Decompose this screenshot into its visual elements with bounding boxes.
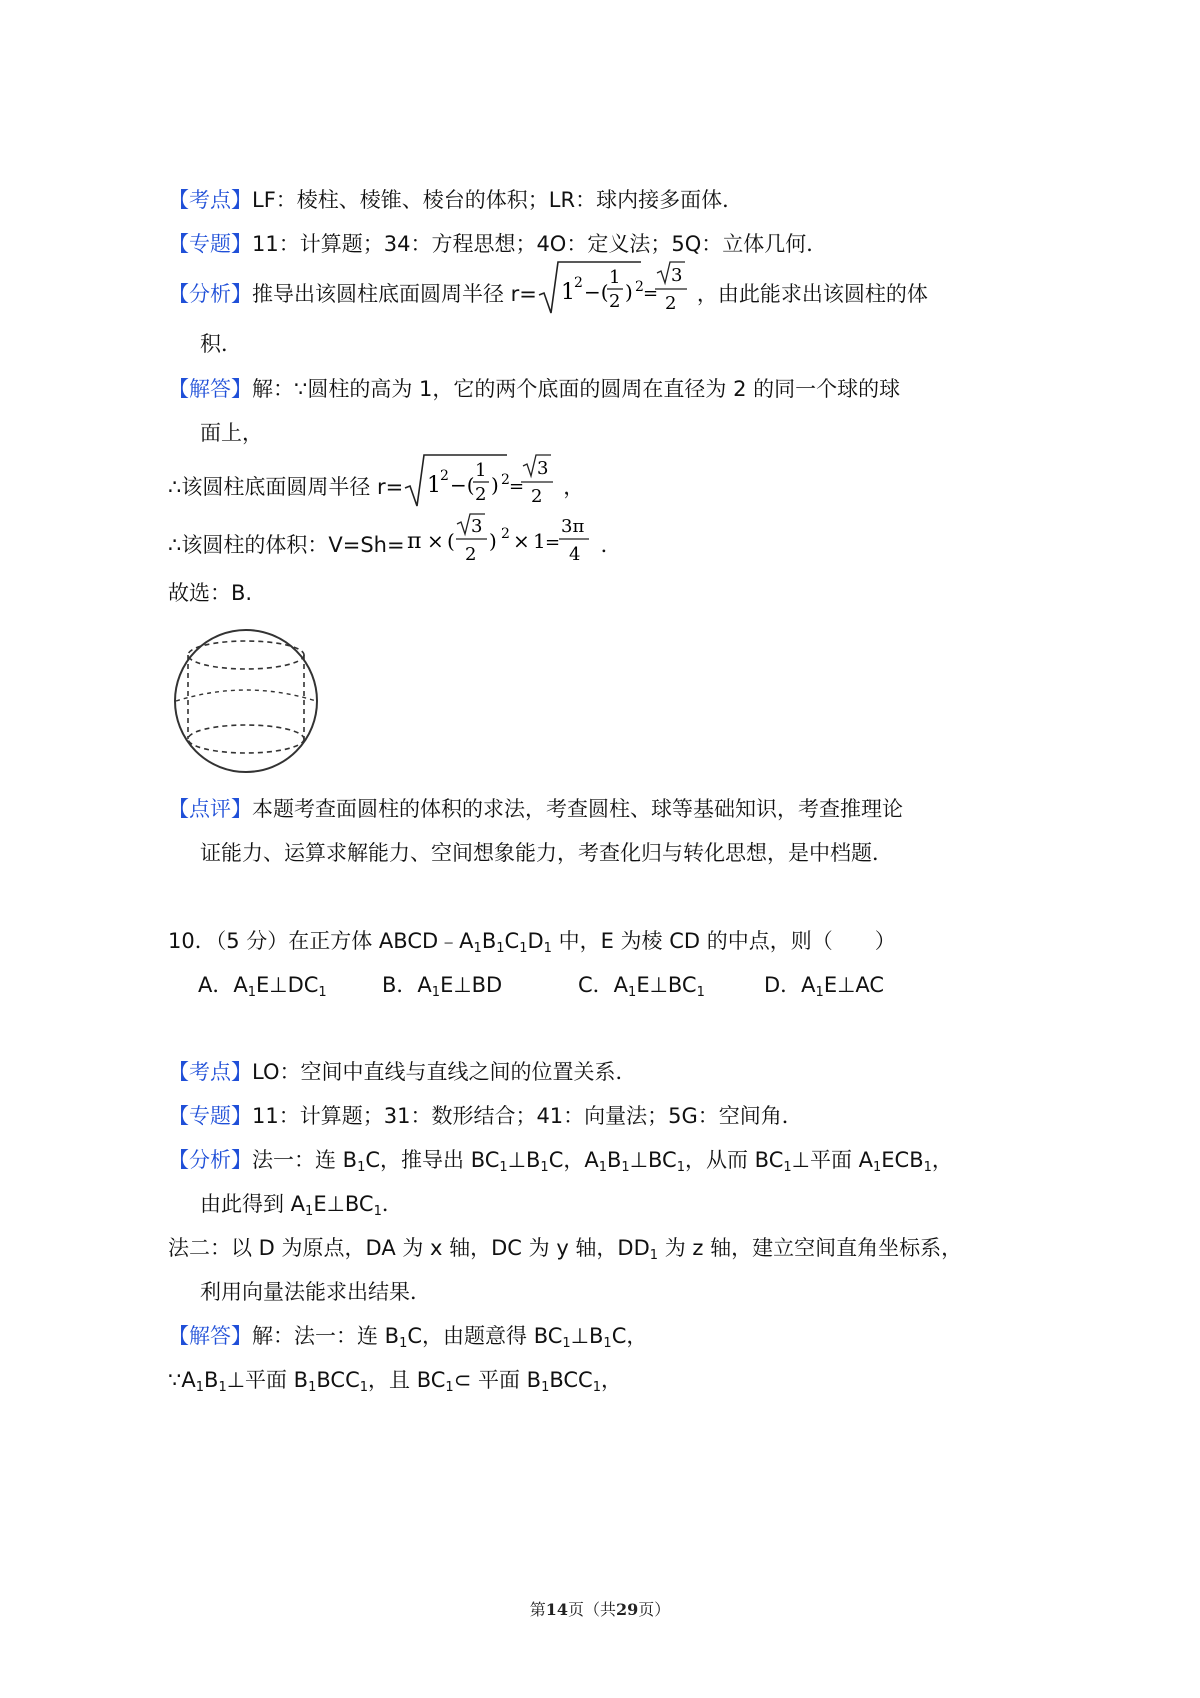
option-d[interactable] — [764, 970, 884, 1000]
fenxi-part: 由此得到 A — [200, 1192, 306, 1216]
stem-part: 中，E 为棱 CD 的中点，则（ ） — [551, 929, 896, 953]
jieda-line — [168, 374, 900, 404]
svg-text:): ) — [624, 280, 633, 304]
dianping-tag: 【点评】 — [168, 797, 252, 821]
p10-fa2-line — [168, 1233, 962, 1263]
svg-text:2: 2 — [634, 279, 644, 295]
fenxi-cont: 积． — [200, 332, 242, 356]
option-text: A．A — [198, 973, 248, 997]
fenxi-text-after: ，由此能求出该圆柱的体 — [696, 282, 928, 306]
svg-text:2: 2 — [464, 544, 477, 565]
svg-text:2: 2 — [664, 293, 677, 314]
subscript: 1 — [305, 1204, 314, 1219]
p10-zhuanti-line — [168, 1101, 803, 1131]
svg-text:2: 2 — [440, 468, 450, 484]
p10-last-line — [168, 1365, 622, 1395]
subscript: 1 — [318, 985, 327, 1000]
p10-fenxi-line — [168, 1145, 953, 1175]
fenxi-text: 推导出该圆柱底面圆周半径 r= — [252, 282, 537, 306]
svg-text:1: 1 — [475, 460, 487, 481]
subscript: 1 — [399, 1336, 408, 1351]
svg-text:4: 4 — [568, 544, 581, 565]
svg-text:3π: 3π — [560, 516, 584, 537]
subscript: 1 — [445, 1380, 454, 1395]
svg-text:2: 2 — [475, 484, 487, 505]
subscript: 1 — [543, 941, 552, 956]
fenxi-part: ⊥BC — [629, 1148, 677, 1172]
subscript: 1 — [621, 1160, 630, 1175]
zhuanti-text: 11：计算题；31：数形结合；41：向量法；5G：空间角． — [252, 1104, 803, 1128]
volume-formula — [405, 516, 601, 568]
svg-text:−(: −( — [450, 473, 475, 497]
fenxi-tag: 【分析】 — [168, 282, 252, 306]
subscript: 1 — [923, 1160, 932, 1175]
subscript: 1 — [496, 941, 505, 956]
fenxi-part: B — [607, 1148, 622, 1172]
fenxi-part: C，A — [548, 1148, 599, 1172]
option-text: D．A — [764, 973, 816, 997]
fenxi-part: E⊥BC — [313, 1192, 374, 1216]
subscript: 1 — [783, 1160, 792, 1175]
fenxi-line — [168, 265, 928, 317]
jieda-part: 解：法一：连 B — [252, 1324, 400, 1348]
svg-text:3: 3 — [670, 265, 683, 286]
p10-fenxi-cont — [200, 1189, 403, 1219]
p10-kaodian-line — [168, 1057, 636, 1087]
fenxi-tag: 【分析】 — [168, 1148, 252, 1172]
svg-text:2: 2 — [501, 472, 511, 488]
dianping-cont: 证能力、运算求解能力、空间想象能力，考查化归与转化思想，是中档题． — [200, 841, 893, 865]
option-text: C．A — [578, 973, 629, 997]
stem-part: B — [481, 929, 497, 953]
step2-text: ∴该圆柱的体积：V=Sh= — [168, 533, 405, 557]
option-text: E⊥BC — [636, 973, 697, 997]
jieda-part: C， — [611, 1324, 648, 1348]
subscript: 1 — [218, 1380, 227, 1395]
page-number: 14 — [545, 1600, 568, 1619]
subscript: 1 — [603, 1336, 612, 1351]
svg-text:2: 2 — [608, 291, 621, 312]
choice-line: 故选：B. — [168, 581, 253, 605]
subscript: 1 — [195, 1380, 205, 1395]
svg-text:): ) — [491, 473, 500, 497]
sphere-cylinder-figure — [170, 627, 322, 779]
step2-after: ． — [600, 533, 622, 557]
zhuanti-tag: 【专题】 — [168, 1104, 252, 1128]
svg-text:1: 1 — [427, 473, 442, 498]
fenxi-part: ， — [931, 1148, 953, 1172]
zhuanti-text: 11：计算题；34：方程思想；4O：定义法；5Q：立体几何． — [252, 232, 828, 256]
subscript: 1 — [592, 1380, 601, 1395]
option-text: E⊥DC — [256, 973, 319, 997]
last-part: ⊥平面 B — [226, 1368, 309, 1392]
footer-text: 页） — [638, 1600, 671, 1619]
last-part: BCC — [549, 1368, 593, 1392]
p10-fa2-cont: 利用向量法能求出结果． — [200, 1280, 431, 1304]
step1-line — [168, 458, 585, 510]
fa2-part: 法二：以 D 为原点，DA 为 x 轴，DC 为 y 轴，DD — [168, 1236, 650, 1260]
svg-text:2: 2 — [500, 526, 510, 542]
option-text: E⊥AC — [823, 973, 885, 997]
stem-part: 10．（5 分）在正方体 ABCD﹣A — [168, 929, 474, 953]
kaodian-tag: 【考点】 — [168, 1060, 252, 1084]
svg-text:(: ( — [446, 529, 455, 553]
subscript: 1 — [359, 1380, 369, 1395]
subscript: 1 — [541, 1380, 550, 1395]
subscript: 1 — [473, 941, 482, 956]
p10-jieda-line — [168, 1321, 647, 1351]
stem-part: C — [504, 929, 520, 953]
total-pages: 29 — [616, 1600, 639, 1619]
footer-text: 第 — [529, 1600, 546, 1619]
subscript: 1 — [815, 985, 824, 1000]
option-b[interactable] — [382, 970, 502, 1000]
step1-text: ∴该圆柱底面圆周半径 r= — [168, 475, 404, 499]
svg-text:=: = — [509, 476, 525, 497]
svg-text:=: = — [642, 283, 658, 304]
zhuanti-line — [168, 229, 827, 259]
subscript: 1 — [373, 1204, 382, 1219]
subscript: 1 — [598, 1160, 607, 1175]
fa2-part: 为 z 轴，建立空间直角坐标系， — [658, 1236, 963, 1260]
option-text: E⊥BD — [440, 973, 503, 997]
option-c[interactable] — [578, 970, 705, 1000]
svg-text:1: 1 — [608, 267, 621, 288]
subscript: 1 — [696, 985, 705, 1000]
fenxi-part: ECB — [881, 1148, 924, 1172]
subscript: 1 — [649, 1248, 659, 1263]
fenxi-part: ，从而 BC — [684, 1148, 784, 1172]
subscript: 1 — [357, 1160, 366, 1175]
radius-formula-2 — [403, 458, 563, 510]
fenxi-part: ⊥平面 A — [791, 1148, 873, 1172]
kaodian-text: LO：空间中直线与直线之间的位置关系． — [252, 1060, 637, 1084]
svg-text:π: π — [406, 529, 422, 554]
step2-line — [168, 516, 622, 568]
last-part: ，且 BC — [368, 1368, 446, 1392]
svg-text:−(: −( — [583, 280, 609, 304]
radius-formula — [537, 265, 697, 317]
subscript: 1 — [562, 1336, 571, 1351]
kaodian-text: LF：棱柱、棱锥、棱台的体积；LR：球内接多面体． — [252, 188, 744, 212]
jieda-cont: 面上， — [200, 421, 263, 445]
kaodian-tag: 【考点】 — [168, 188, 252, 212]
jieda-tag: 【解答】 — [168, 1324, 252, 1348]
svg-text:3: 3 — [537, 458, 549, 479]
jieda-part: ⊥B — [570, 1324, 604, 1348]
dianping-line — [168, 794, 903, 824]
kaodian-line — [168, 185, 743, 215]
svg-text:=: = — [544, 532, 560, 553]
jieda-part: C，由题意得 BC — [407, 1324, 563, 1348]
last-part: BCC — [316, 1368, 360, 1392]
option-text: B．A — [382, 973, 432, 997]
last-part: ⊂ 平面 B — [453, 1368, 542, 1392]
last-part: ∵A — [168, 1368, 196, 1392]
footer-text: 页（共 — [567, 1600, 616, 1619]
subscript: 1 — [676, 1160, 685, 1175]
svg-text:×: × — [512, 529, 530, 553]
page-footer — [0, 1597, 1200, 1620]
last-part: ， — [601, 1368, 622, 1392]
subscript: 1 — [499, 1160, 508, 1175]
last-part: B — [204, 1368, 219, 1392]
problem10-stem — [168, 926, 896, 956]
jieda-text: 解：∵圆柱的高为 1，它的两个底面的圆周在直径为 2 的同一个球的球 — [252, 377, 901, 401]
fenxi-part: ⊥B — [507, 1148, 541, 1172]
svg-text:1: 1 — [560, 280, 575, 305]
subscript: 1 — [519, 941, 528, 956]
subscript: 1 — [247, 985, 257, 1000]
svg-text:): ) — [488, 529, 497, 553]
svg-text:2: 2 — [531, 486, 543, 507]
fenxi-part: ． — [381, 1192, 403, 1216]
fenxi-part: C，推导出 BC — [365, 1148, 500, 1172]
zhuanti-tag: 【专题】 — [168, 232, 252, 256]
svg-text:2: 2 — [573, 275, 583, 291]
svg-text:×: × — [426, 529, 444, 553]
subscript: 1 — [431, 985, 441, 1000]
subscript: 1 — [628, 985, 637, 1000]
svg-text:1: 1 — [532, 529, 546, 553]
stem-part: D — [527, 929, 544, 953]
dianping-text: 本题考查面圆柱的体积的求法，考查圆柱、球等基础知识，考查推理论 — [252, 797, 903, 821]
step1-after: ， — [563, 475, 585, 499]
fenxi-part: 法一：连 B — [252, 1148, 358, 1172]
subscript: 1 — [873, 1160, 882, 1175]
subscript: 1 — [540, 1160, 549, 1175]
svg-text:3: 3 — [470, 516, 483, 537]
jieda-tag: 【解答】 — [168, 377, 252, 401]
option-a[interactable] — [198, 970, 327, 1000]
subscript: 1 — [308, 1380, 317, 1395]
